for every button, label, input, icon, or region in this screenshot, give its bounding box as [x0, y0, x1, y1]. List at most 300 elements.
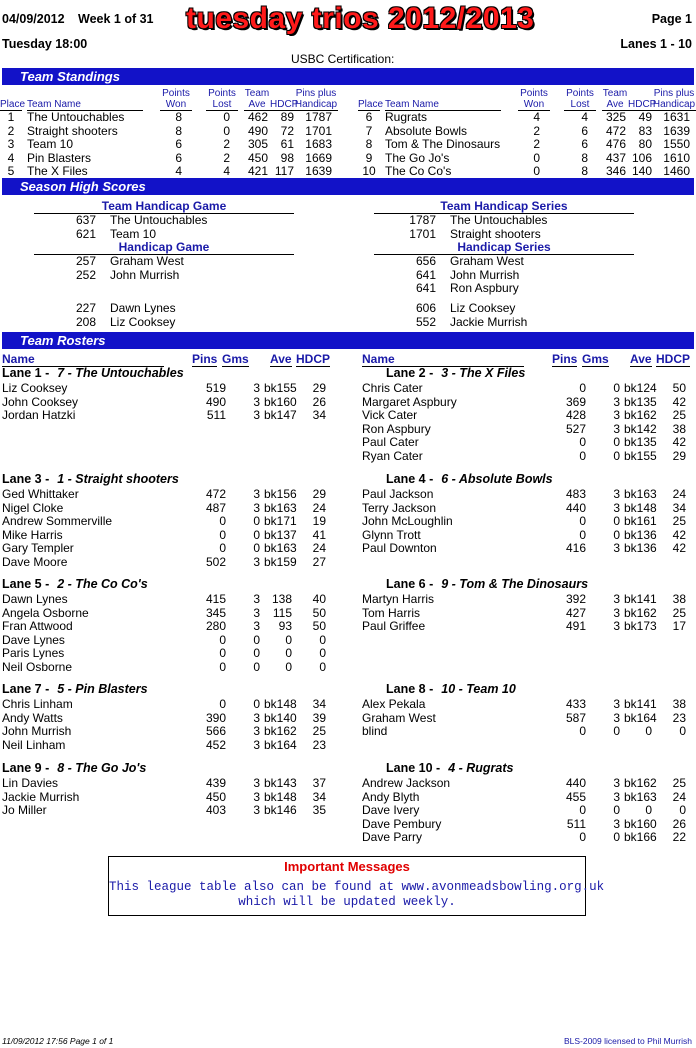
high-score-value: 227	[75, 301, 96, 315]
player-handicap: 0	[679, 724, 686, 738]
player-games: 3	[613, 541, 620, 555]
player-pins: 0	[579, 435, 586, 449]
player-name: Paul Cater	[362, 435, 419, 449]
player-average: bk136	[624, 541, 657, 555]
high-score-value: 637	[75, 213, 96, 227]
player-average: bk143	[264, 776, 297, 790]
standing-place: 7	[365, 123, 373, 138]
player-handicap: 24	[312, 500, 326, 515]
report-date: 04/09/2012	[2, 12, 65, 26]
player-average: bk137	[264, 527, 297, 542]
standing-team-name: Rugrats	[385, 110, 428, 124]
player-games: 0	[613, 527, 620, 542]
player-average: bk142	[624, 421, 657, 436]
standing-place: 4	[7, 150, 15, 165]
player-pins: 490	[205, 394, 226, 409]
day-time: Tuesday 18:00	[2, 37, 88, 51]
standing-won: 0	[533, 150, 540, 165]
player-average: bk162	[624, 408, 657, 422]
standing-lost: 4	[223, 164, 230, 178]
player-games: 3	[253, 554, 260, 569]
player-handicap: 40	[312, 592, 326, 606]
player-games: 3	[613, 592, 620, 606]
player-games: 3	[253, 408, 260, 422]
high-score-value: 552	[415, 314, 436, 329]
team-ave-header: Team	[602, 88, 628, 99]
player-handicap: 38	[672, 421, 686, 436]
lane-team: 10 - Team 10	[441, 682, 516, 696]
standing-place: 5	[7, 164, 15, 178]
player-pins: 566	[205, 724, 226, 738]
high-score-value: 252	[75, 267, 96, 282]
player-pins: 519	[205, 381, 226, 395]
player-pins: 440	[565, 500, 586, 515]
points-lost-header: Lost	[206, 99, 238, 111]
team-ave-header: Team	[244, 88, 270, 99]
team-ave-header: Ave	[244, 99, 270, 111]
player-games: 3	[613, 421, 620, 436]
player-pins: 0	[579, 803, 586, 817]
standing-hdcp: 72	[280, 123, 294, 138]
player-handicap: 50	[312, 619, 326, 633]
player-handicap: 34	[312, 697, 326, 711]
points-lost-header: Points	[566, 88, 594, 99]
player-handicap: 26	[312, 394, 326, 409]
player-pins: 0	[579, 381, 586, 395]
player-name: Graham West	[362, 710, 436, 725]
player-games: 3	[613, 697, 620, 711]
player-games: 0	[253, 527, 260, 542]
player-handicap: 0	[319, 659, 326, 674]
player-games: 0	[253, 514, 260, 528]
standing-lost: 6	[581, 137, 588, 151]
points-lost-header: Lost	[564, 99, 596, 111]
lane-header	[2, 472, 179, 486]
player-games: 3	[613, 789, 620, 804]
player-handicap: 25	[672, 776, 686, 790]
standing-hdcp: 117	[274, 164, 294, 178]
points-won-header: Won	[518, 99, 550, 111]
high-score-value: 257	[75, 254, 96, 268]
lane-header	[2, 761, 146, 775]
player-pins: 0	[219, 632, 226, 647]
standing-place: 6	[365, 110, 373, 124]
standing-pins-plus-handicap: 1610	[663, 150, 690, 165]
standing-lost: 0	[223, 110, 230, 124]
player-games: 3	[253, 776, 260, 790]
high-score-value: 641	[415, 267, 436, 282]
high-score-name: John Murrish	[110, 267, 180, 282]
standing-won: 6	[175, 150, 182, 165]
standing-won: 8	[175, 110, 182, 124]
player-games: 0	[253, 659, 260, 674]
standing-lost: 2	[223, 137, 230, 151]
player-average: bk164	[624, 710, 657, 725]
pins-plus-header: Pins plus	[653, 88, 695, 99]
player-handicap: 42	[672, 435, 686, 449]
player-average: 115	[272, 605, 292, 620]
player-average: bk141	[624, 697, 657, 711]
player-pins: 450	[205, 789, 226, 804]
player-pins: 0	[219, 659, 226, 674]
player-games: 0	[613, 803, 620, 817]
player-average: bk166	[624, 830, 657, 844]
player-games: 3	[253, 710, 260, 725]
player-pins: 0	[579, 830, 586, 844]
player-games: 0	[613, 435, 620, 449]
player-name: Alex Pekala	[362, 697, 426, 711]
player-handicap: 35	[312, 803, 326, 817]
player-pins: 416	[565, 541, 586, 555]
player-games: 3	[253, 737, 260, 752]
lane-header	[2, 366, 184, 380]
player-average: bk147	[264, 408, 297, 422]
player-pins: 440	[565, 776, 586, 790]
player-average: bk160	[624, 816, 657, 831]
player-handicap: 25	[672, 514, 686, 528]
player-games: 3	[253, 619, 260, 633]
player-handicap: 0	[319, 632, 326, 647]
player-average: bk140	[264, 710, 297, 725]
player-name: Jackie Murrish	[2, 789, 80, 804]
player-name: Andy Blyth	[362, 789, 420, 804]
section-team-standings: Team Standings	[2, 68, 694, 85]
standing-pins-plus-handicap: 1701	[305, 123, 332, 138]
place-header: Place	[358, 99, 384, 110]
print-info: 11/09/2012 17:56 Page 1 of 1	[2, 1036, 114, 1046]
player-games: 3	[253, 592, 260, 606]
message-line-2: which will be updated weekly.	[238, 895, 456, 909]
message-line-1: This league table also can be found at www.avonmeadsbowling.org.uk	[109, 880, 605, 894]
high-score-value: 208	[75, 314, 96, 329]
player-average: bk160	[264, 394, 297, 409]
player-average: bk135	[624, 435, 657, 449]
player-pins: 415	[205, 592, 226, 606]
player-name: Tom Harris	[362, 605, 421, 620]
player-games: 3	[253, 487, 260, 501]
player-handicap: 39	[312, 710, 326, 725]
player-pins: 369	[565, 394, 586, 409]
standing-lost: 8	[581, 150, 588, 165]
high-score-name: Ron Aspbury	[450, 281, 519, 295]
roster-hdcp-header: HDCP	[656, 352, 691, 366]
player-games: 3	[613, 710, 620, 725]
lane-team: 7 - The Untouchables	[57, 366, 184, 380]
standing-pins-plus-handicap: 1460	[663, 164, 690, 178]
player-average: bk162	[624, 776, 657, 790]
player-handicap: 42	[672, 527, 686, 542]
player-games: 0	[253, 632, 260, 647]
standing-team-name: The Co Co's	[385, 164, 452, 178]
standing-ave: 421	[247, 164, 268, 178]
player-handicap: 27	[312, 554, 326, 569]
player-name: Paris Lynes	[2, 646, 65, 660]
standing-place: 10	[362, 164, 376, 178]
points-won-header: Points	[520, 88, 548, 99]
player-games: 3	[253, 381, 260, 395]
lane-team: 1 - Straight shooters	[57, 472, 179, 486]
messages-title: Important Messages	[284, 859, 410, 874]
player-average: bk148	[264, 697, 297, 711]
player-name: Dave Parry	[362, 830, 423, 844]
lane-number: Lane 10 -	[386, 761, 441, 775]
lane-number: Lane 2 -	[386, 366, 434, 380]
player-name: John Murrish	[2, 724, 72, 738]
lane-team: 4 - Rugrats	[448, 761, 514, 775]
player-average: bk163	[264, 541, 297, 555]
player-handicap: 22	[672, 830, 686, 844]
player-games: 3	[253, 803, 260, 817]
player-name: Vick Cater	[362, 408, 418, 422]
lane-header	[2, 577, 148, 591]
player-handicap: 25	[672, 605, 686, 620]
standing-pins-plus-handicap: 1683	[305, 137, 332, 151]
standing-place: 9	[365, 150, 373, 165]
lane-header	[386, 682, 516, 696]
standing-won: 8	[175, 123, 182, 138]
player-handicap: 0	[679, 803, 686, 817]
standing-ave: 305	[247, 137, 268, 151]
player-name: Paul Downton	[362, 541, 437, 555]
player-pins: 0	[579, 724, 586, 738]
player-name: Margaret Aspbury	[362, 394, 457, 409]
lanes-range: Lanes 1 - 10	[620, 37, 692, 51]
lane-team: 8 - The Go Jo's	[57, 761, 147, 775]
player-handicap: 34	[312, 789, 326, 804]
standing-pins-plus-handicap: 1787	[305, 110, 332, 124]
player-name: Andrew Sommerville	[2, 514, 113, 528]
usbc-certification: USBC Certification:	[291, 52, 395, 66]
player-handicap: 25	[312, 724, 326, 738]
player-name: Glynn Trott	[362, 527, 421, 542]
standing-team-name: Absolute Bowls	[385, 123, 468, 138]
player-average: bk155	[264, 381, 297, 395]
handicap-series-title: Handicap Series	[374, 240, 634, 255]
player-name: Paul Griffee	[362, 619, 426, 633]
player-average: bk159	[264, 554, 297, 569]
standing-team-name: Tom & The Dinosaurs	[385, 137, 501, 151]
high-score-name: Graham West	[110, 254, 184, 268]
player-pins: 0	[579, 527, 586, 542]
handicap-game-title: Handicap Game	[34, 240, 294, 255]
player-average: bk148	[264, 789, 297, 804]
high-score-name: The Untouchables	[110, 213, 208, 227]
player-handicap: 38	[672, 592, 686, 606]
roster-name-header: Name	[2, 352, 164, 367]
standing-ave: 472	[605, 123, 626, 138]
pins-plus-header: Pins plus	[295, 88, 337, 99]
player-name: Martyn Harris	[362, 592, 435, 606]
player-name: Neil Osborne	[2, 659, 73, 674]
player-average: bk136	[624, 527, 657, 542]
roster-ave-header: Ave	[630, 352, 652, 366]
player-average: bk141	[624, 592, 657, 606]
player-pins: 0	[219, 514, 226, 528]
lane-header	[386, 761, 513, 775]
player-handicap: 42	[672, 541, 686, 555]
standing-hdcp: 140	[631, 164, 652, 178]
standing-won: 6	[175, 137, 182, 151]
player-pins: 428	[565, 408, 586, 422]
high-score-value: 606	[415, 301, 436, 315]
roster-gms-header: Gms	[222, 352, 249, 366]
standing-place: 2	[7, 123, 15, 138]
player-average: bk124	[624, 381, 657, 395]
standing-pins-plus-handicap: 1669	[305, 150, 332, 165]
player-average: bk164	[264, 737, 297, 752]
player-games: 0	[253, 646, 260, 660]
high-score-value: 641	[415, 281, 436, 295]
player-pins: 0	[579, 448, 586, 463]
player-pins: 452	[205, 737, 226, 752]
player-games: 0	[613, 830, 620, 844]
player-name: blind	[362, 724, 388, 738]
player-name: Ryan Cater	[362, 448, 423, 463]
high-score-name: Dawn Lynes	[110, 301, 176, 315]
player-pins: 491	[565, 619, 586, 633]
player-average: bk171	[264, 514, 297, 528]
roster-hdcp-header: HDCP	[296, 352, 331, 366]
handicap-header: Handicap	[294, 99, 338, 110]
standing-hdcp: 83	[638, 123, 652, 138]
player-pins: 587	[565, 710, 586, 725]
player-handicap: 50	[672, 381, 686, 395]
player-name: Andy Watts	[2, 710, 63, 725]
standing-hdcp: 106	[631, 150, 652, 165]
standing-team-name: The Go Jo's	[385, 150, 450, 165]
player-average: 0	[285, 646, 292, 660]
player-pins: 427	[565, 605, 586, 620]
player-name: Nigel Cloke	[2, 500, 64, 515]
player-pins: 483	[565, 487, 586, 501]
lane-team: 2 - The Co Co's	[57, 577, 148, 591]
points-lost-header: Points	[208, 88, 236, 99]
high-score-value: 621	[75, 227, 96, 241]
standing-ave: 490	[247, 123, 268, 138]
player-name: Jo Miller	[2, 803, 47, 817]
player-average: 0	[285, 632, 292, 647]
player-name: Andrew Jackson	[362, 776, 451, 790]
license-info: BLS-2009 licensed to Phil Murrish	[563, 1036, 692, 1046]
player-handicap: 0	[319, 646, 326, 660]
standing-team-name: The X Files	[27, 164, 88, 178]
player-average: 0	[285, 659, 292, 674]
standing-pins-plus-handicap: 1550	[663, 137, 690, 151]
standing-team-name: The Untouchables	[27, 110, 125, 124]
player-name: Dave Moore	[2, 554, 68, 569]
player-average: bk163	[264, 500, 297, 515]
player-handicap: 34	[672, 500, 686, 515]
player-average: 0	[645, 803, 652, 817]
player-pins: 345	[205, 605, 226, 620]
lane-number: Lane 3 -	[2, 472, 50, 486]
standing-won: 4	[533, 110, 540, 124]
player-handicap: 41	[312, 527, 326, 542]
player-name: Fran Attwood	[2, 619, 73, 633]
player-games: 3	[253, 789, 260, 804]
standing-hdcp: 80	[638, 137, 652, 151]
high-score-value: 1701	[409, 227, 436, 241]
standing-place: 3	[7, 137, 15, 151]
team-name-header: Team Name	[27, 99, 143, 111]
high-score-value: 656	[415, 254, 436, 268]
player-average: bk156	[264, 487, 297, 501]
player-name: Neil Linham	[2, 737, 66, 752]
player-pins: 511	[206, 408, 226, 422]
player-handicap: 26	[672, 816, 686, 831]
team-ave-header: Ave	[602, 99, 628, 111]
player-name: Dave Ivery	[362, 803, 420, 817]
player-average: bk162	[264, 724, 297, 738]
player-games: 3	[613, 500, 620, 515]
team-name-header: Team Name	[385, 99, 501, 111]
player-handicap: 42	[672, 394, 686, 409]
player-name: John McLoughlin	[362, 514, 453, 528]
player-pins: 0	[219, 541, 226, 555]
standing-won: 2	[533, 123, 540, 138]
roster-ave-header: Ave	[270, 352, 292, 366]
roster-pins-header: Pins	[192, 352, 218, 366]
high-score-name: The Untouchables	[450, 213, 548, 227]
standing-place: 1	[7, 110, 15, 124]
player-handicap: 29	[312, 381, 326, 395]
player-games: 3	[253, 605, 260, 620]
section-team-rosters: Team Rosters	[2, 332, 694, 349]
standing-ave: 476	[605, 137, 626, 151]
standing-won: 2	[533, 137, 540, 151]
player-handicap: 50	[312, 605, 326, 620]
player-average: bk173	[624, 619, 657, 633]
player-pins: 0	[579, 514, 586, 528]
player-name: John Cooksey	[2, 394, 79, 409]
lane-team: 6 - Absolute Bowls	[441, 472, 553, 486]
player-handicap: 29	[672, 448, 686, 463]
standing-ave: 462	[247, 110, 268, 124]
player-name: Gary Templer	[2, 541, 74, 555]
player-name: Jordan Hatzki	[2, 408, 76, 422]
player-name: Ron Aspbury	[362, 421, 431, 436]
player-name: Liz Cooksey	[2, 381, 68, 395]
lane-header	[386, 472, 553, 486]
lane-header	[2, 682, 148, 696]
player-pins: 527	[565, 421, 586, 436]
team-handicap-series-title: Team Handicap Series	[374, 199, 634, 214]
player-average: 138	[271, 592, 292, 606]
high-score-name: Liz Cooksey	[110, 314, 176, 329]
player-handicap: 23	[312, 737, 326, 752]
standing-pins-plus-handicap: 1631	[663, 110, 690, 124]
standing-hdcp: 61	[280, 137, 294, 151]
player-games: 3	[253, 394, 260, 409]
player-games: 0	[253, 697, 260, 711]
player-name: Chris Cater	[362, 381, 423, 395]
player-handicap: 24	[312, 541, 326, 555]
section-season-high-scores: Season High Scores	[2, 178, 694, 195]
player-games: 3	[613, 487, 620, 501]
player-average: bk161	[624, 514, 657, 528]
player-pins: 403	[205, 803, 226, 817]
standing-ave: 325	[605, 110, 626, 124]
player-games: 3	[613, 394, 620, 409]
player-average: bk162	[624, 605, 657, 620]
player-average: 0	[645, 724, 652, 738]
player-average: bk163	[624, 789, 657, 804]
lane-number: Lane 9 -	[2, 761, 50, 775]
player-name: Angela Osborne	[2, 605, 89, 620]
lane-header	[386, 366, 525, 380]
player-pins: 455	[565, 789, 586, 804]
player-games: 3	[613, 619, 620, 633]
